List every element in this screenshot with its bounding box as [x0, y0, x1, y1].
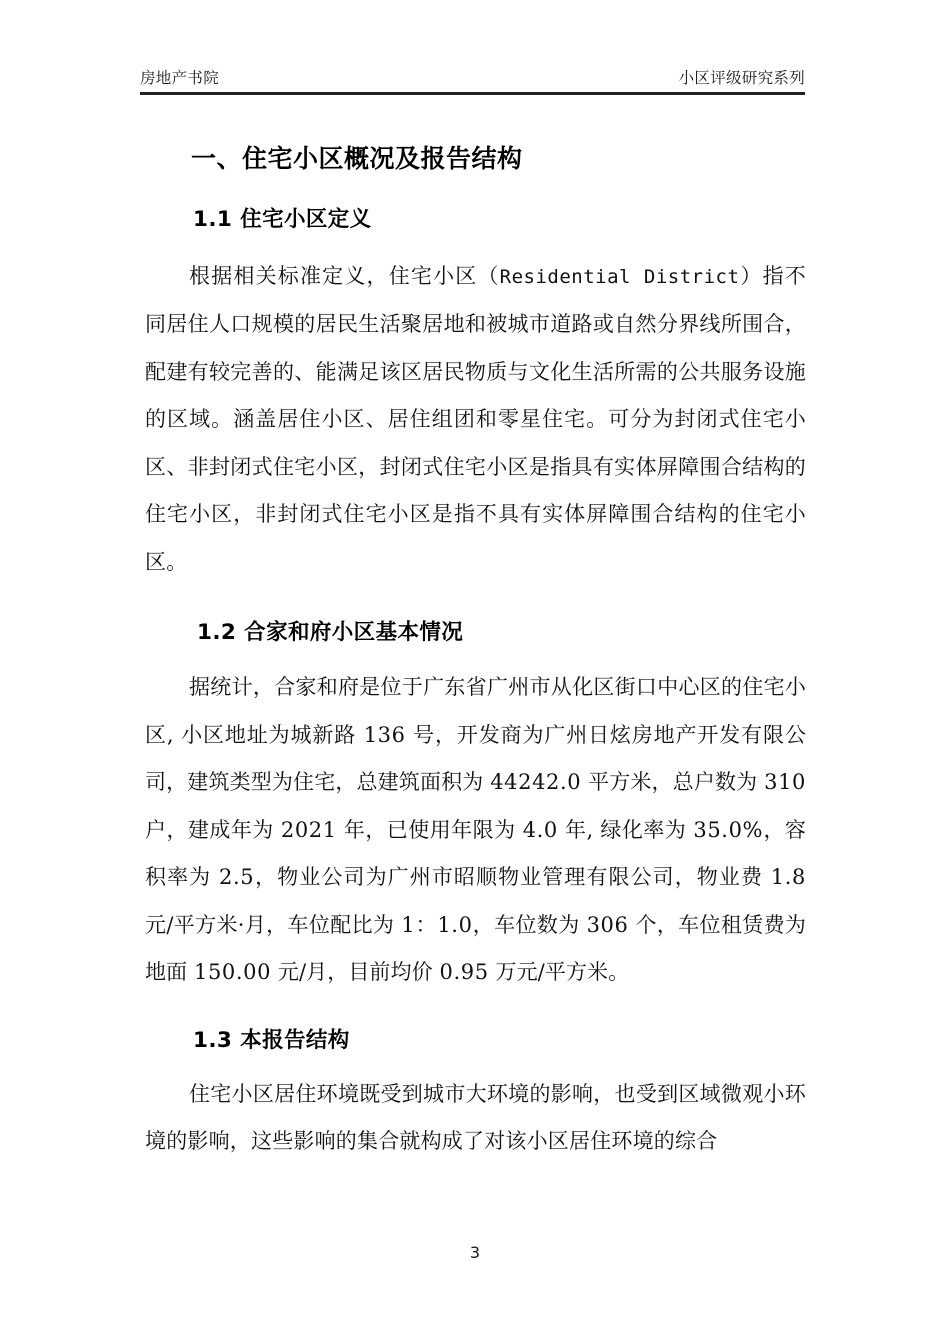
- heading-1-3: 1.3 本报告结构: [193, 1027, 350, 1053]
- header-left-text: 房地产书院: [140, 69, 220, 87]
- basic-part-17: 元/平方米·月，车位配比为: [145, 912, 402, 937]
- basic-part-7: 户，建成年为: [145, 817, 281, 842]
- basic-part-0: 据统计，合家和府是位于广东省广州市从化区街口中心区的住宅小区: [145, 675, 806, 747]
- basic-property-fee-value: 1.8: [770, 865, 806, 890]
- basic-part-5: 平方米，总户数为: [581, 770, 765, 795]
- basic-part-21: 个，车位租赁费为地面: [145, 912, 807, 985]
- basic-parking-ratio-value: 1：1.0: [401, 912, 473, 937]
- basic-years-used-value: 4.0: [522, 817, 558, 842]
- basic-part-9: 年，已使用年限为: [336, 817, 523, 842]
- heading-1-1: 1.1 住宅小区定义: [193, 206, 372, 232]
- page-title: 一、住宅小区概况及报告结构: [191, 144, 523, 173]
- heading-1-2: 1.2 合家和府小区基本情况: [197, 620, 464, 646]
- paragraph-report-structure: 住宅小区居住环境既受到城市大环境的影响，也受到区域微观小环境的影响，这些影响的集合就构成了对该小区居住环境的综合: [145, 1081, 806, 1154]
- definition-text-prefix: 根据相关标准定义，住宅小区（: [189, 263, 500, 288]
- header-right-text: 小区评级研究系列: [678, 69, 805, 87]
- paragraph-community-basic-info: [145, 647, 806, 997]
- header-divider-rule: [140, 92, 805, 95]
- basic-part-25: 万元/平方米。: [488, 960, 630, 985]
- basic-year-built-value: 2021: [280, 817, 337, 842]
- basic-parking-count-value: 306: [586, 912, 629, 937]
- document-body: [145, 128, 806, 1166]
- page-header: [140, 66, 805, 88]
- definition-text-suffix: ）指不同居住人口规模的居民生活聚居地和被城市道路或自然分界线所围合，配建有较完善的、能满足该区居民物质与文化生活所需的公共服务设施的区域。涵盖居住小区、居住组团和零星住宅。可分为封闭式住宅小区、非封闭式住宅小区，封闭式住宅小区是指具有实体屏障围合结构的住宅小区，非封闭式住宅小区是指不具有实体屏障围合结构的住宅小区。: [145, 263, 806, 574]
- basic-part-13: ，容积率为: [145, 817, 807, 890]
- basic-total-area-value: 44242.0: [490, 770, 582, 795]
- basic-part-23: 元/月，目前均价: [271, 960, 440, 985]
- basic-part-15: ，物业公司为广州市昭顺物业管理有限公司，物业费: [254, 865, 771, 890]
- basic-households-value: 310: [764, 770, 806, 795]
- basic-green-ratio-value: 35.0%: [693, 817, 764, 842]
- page-number: 3: [469, 1243, 481, 1262]
- basic-part-1: , 小区地址为城新路: [166, 722, 364, 747]
- paragraph-residential-definition: [145, 234, 806, 587]
- basic-part-11: 年, 绿化率为: [557, 817, 694, 842]
- definition-text-latin: Residential District: [499, 265, 740, 288]
- basic-parking-rent-value: 150.00: [193, 960, 272, 985]
- basic-plot-ratio-value: 2.5: [219, 865, 255, 890]
- basic-part-19: ，车位数为: [472, 912, 587, 937]
- basic-average-price-value: 0.95: [439, 960, 489, 985]
- basic-address-number: 136: [363, 722, 406, 747]
- basic-part-3: 号，开发商为广州日炫房地产开发有限公司，建筑类型为住宅，总建筑面积为: [145, 722, 806, 795]
